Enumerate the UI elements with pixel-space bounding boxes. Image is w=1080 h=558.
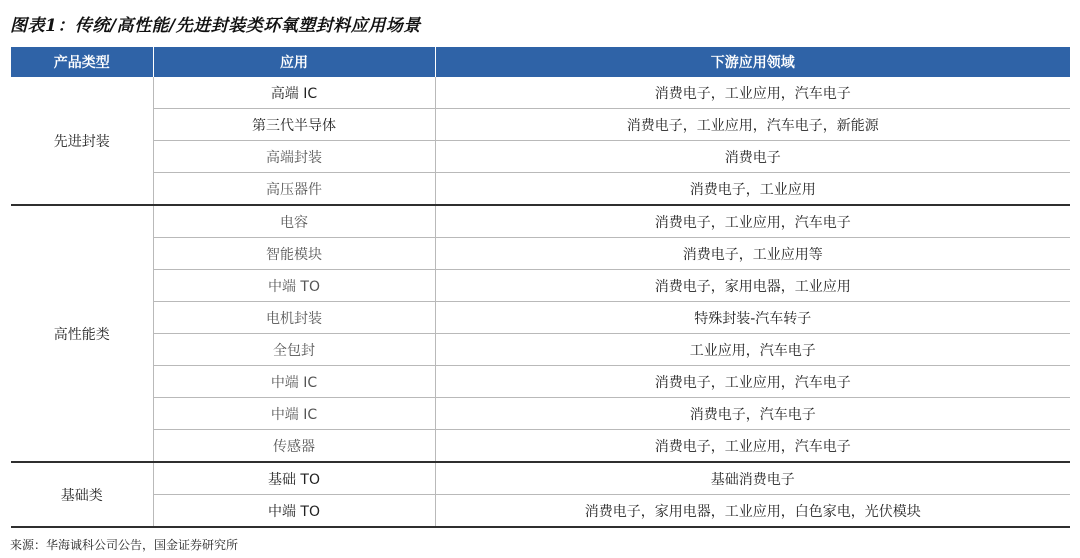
table-row: [11, 205, 1070, 238]
fields-cell: 消费电子，工业应用: [435, 173, 1070, 206]
fields-cell: 消费电子，汽车电子: [435, 398, 1070, 430]
table-row: [11, 462, 1070, 495]
table-header-row: [11, 47, 1070, 77]
figure-title: 图表1：传统/高性能/先进封装类环氧塑封料应用场景: [10, 16, 421, 36]
table-row: [11, 238, 1070, 270]
application-cell: 全包封: [153, 334, 435, 366]
table-row: [11, 141, 1070, 173]
application-cell: 电机封装: [153, 302, 435, 334]
category-cell: 高性能类: [11, 205, 153, 462]
fields-cell: 消费电子，家用电器，工业应用: [435, 270, 1070, 302]
application-cell: 中端 TO: [153, 270, 435, 302]
header-product-type: 产品类型: [11, 47, 153, 77]
application-cell: 中端 TO: [153, 495, 435, 528]
application-cell: 传感器: [153, 430, 435, 463]
table-row: [11, 334, 1070, 366]
fields-cell: 消费电子，工业应用，汽车电子，新能源: [435, 109, 1070, 141]
fields-cell: 特殊封装-汽车转子: [435, 302, 1070, 334]
table-row: [11, 173, 1070, 206]
header-downstream-fields: 下游应用领域: [435, 47, 1070, 77]
fields-cell: 消费电子，工业应用，汽车电子: [435, 77, 1070, 109]
application-cell: 中端 IC: [153, 398, 435, 430]
category-cell: 先进封装: [11, 77, 153, 205]
fields-cell: 消费电子，工业应用，汽车电子: [435, 366, 1070, 398]
table-row: [11, 366, 1070, 398]
fields-cell: 消费电子，工业应用，汽车电子: [435, 205, 1070, 238]
application-cell: 基础 TO: [153, 462, 435, 495]
source-note: 来源：华海诚科公司公告，国金证券研究所: [10, 538, 239, 552]
table-row: [11, 430, 1070, 463]
application-cell: 高压器件: [153, 173, 435, 206]
table-row: [11, 270, 1070, 302]
fields-cell: 消费电子: [435, 141, 1070, 173]
fields-cell: 消费电子，家用电器，工业应用，白色家电，光伏模块: [435, 495, 1070, 528]
application-cell: 高端封装: [153, 141, 435, 173]
table-row: [11, 398, 1070, 430]
table-row: [11, 77, 1070, 109]
application-cell: 电容: [153, 205, 435, 238]
application-cell: 高端 IC: [153, 77, 435, 109]
fields-cell: 基础消费电子: [435, 462, 1070, 495]
application-cell: 第三代半导体: [153, 109, 435, 141]
application-table: [11, 47, 1070, 528]
table-row: [11, 302, 1070, 334]
table-row: [11, 495, 1070, 528]
category-cell: 基础类: [11, 462, 153, 527]
fields-cell: 消费电子，工业应用等: [435, 238, 1070, 270]
fields-cell: 工业应用，汽车电子: [435, 334, 1070, 366]
application-cell: 中端 IC: [153, 366, 435, 398]
table-row: [11, 109, 1070, 141]
fields-cell: 消费电子，工业应用，汽车电子: [435, 430, 1070, 463]
application-cell: 智能模块: [153, 238, 435, 270]
header-application: 应用: [153, 47, 435, 77]
